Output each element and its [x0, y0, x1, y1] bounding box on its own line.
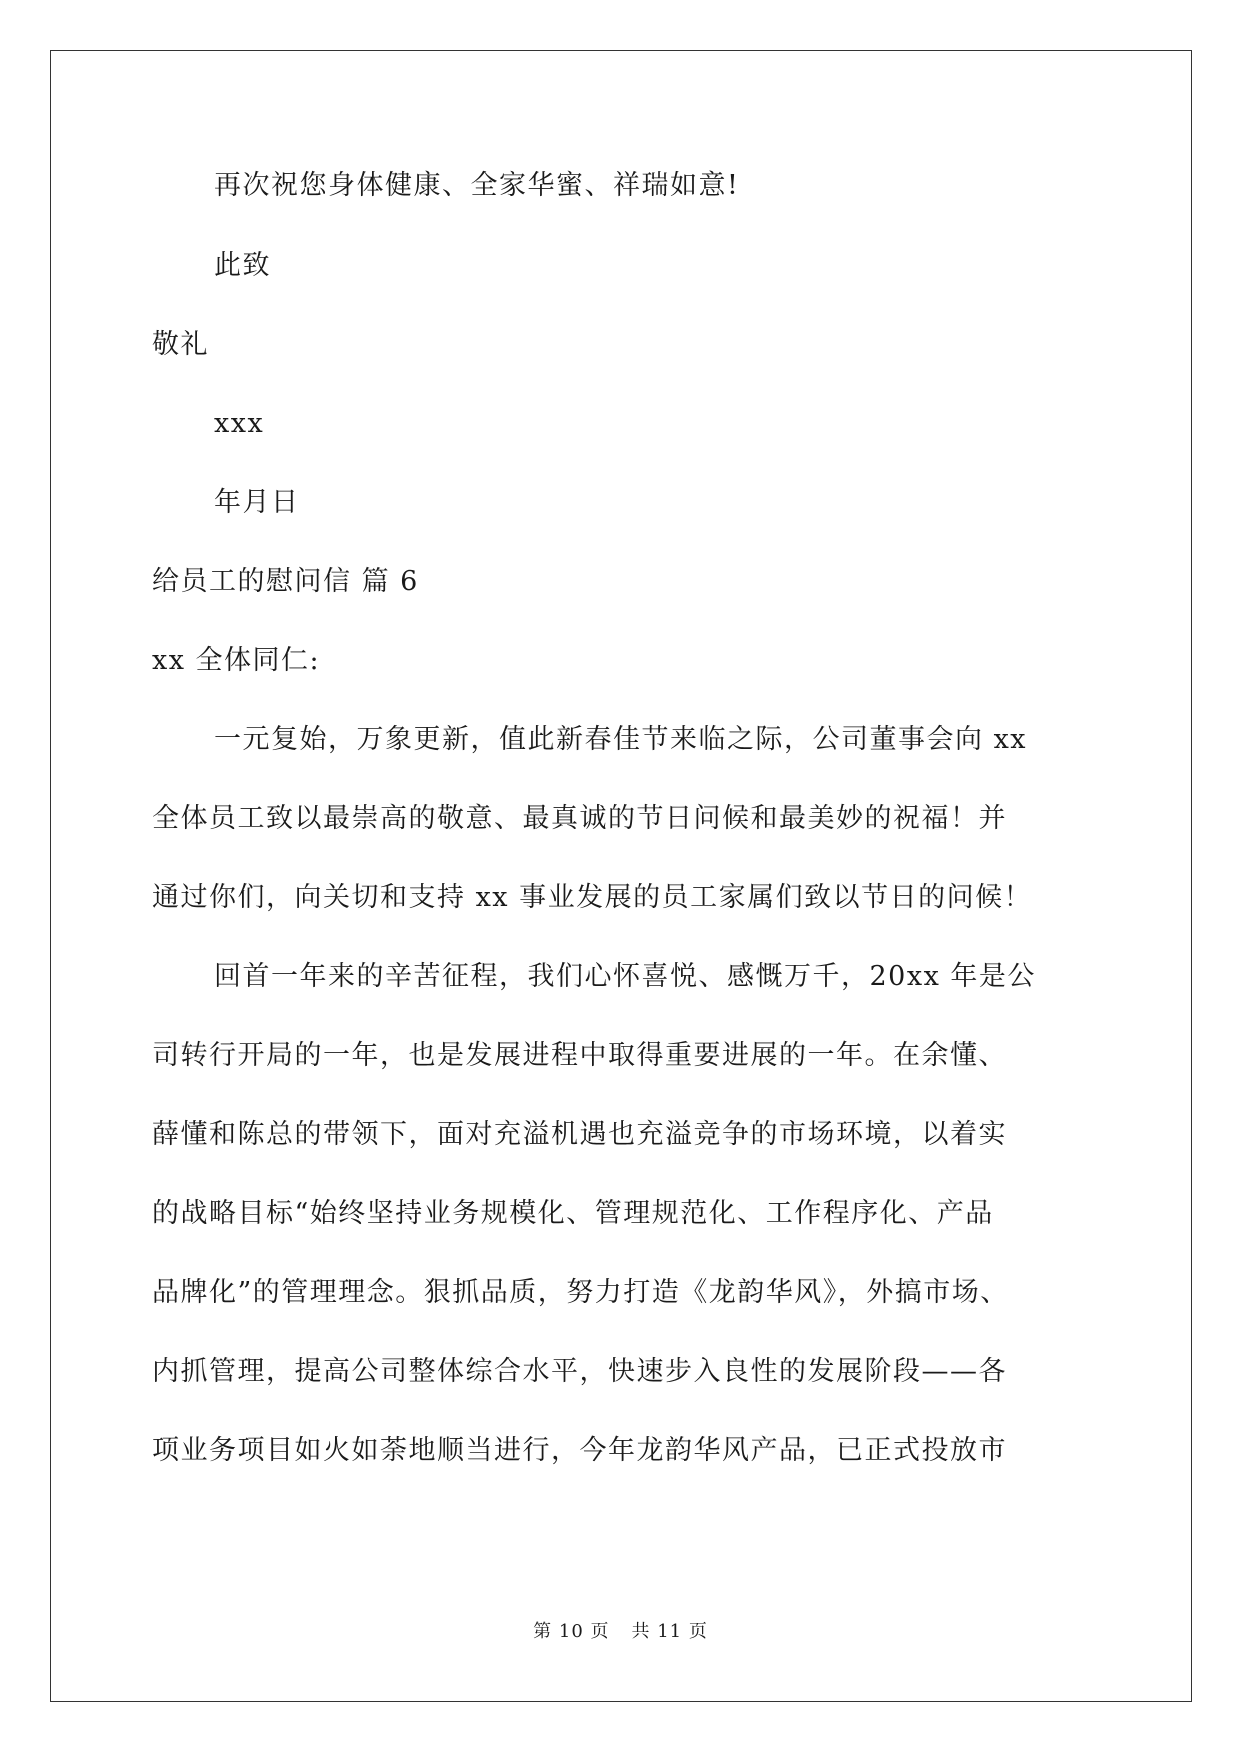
page-number: 第 10 页: [533, 1621, 610, 1642]
paragraph-line: 的战略目标“始终坚持业务规模化、管理规范化、工作程序化、产品: [152, 1198, 994, 1229]
paragraph-line: 品牌化”的管理理念。狠抓品质，努力打造《龙韵华风》，外搞市场、: [152, 1277, 1009, 1308]
section-heading: 给员工的慰问信 篇 6: [152, 566, 419, 597]
signature-name: xxx: [214, 408, 265, 439]
paragraph-line: 通过你们，向关切和支持 xx 事业发展的员工家属们致以节日的问候！: [152, 882, 1033, 913]
salutation-line: 此致: [214, 250, 271, 281]
paragraph-line: 司转行开局的一年，也是发展进程中取得重要进展的一年。在余懂、: [152, 1040, 1007, 1071]
salutation-regards: 敬礼: [152, 329, 209, 360]
page-footer: [0, 1620, 1241, 1644]
paragraph-line: 一元复始，万象更新，值此新春佳节来临之际，公司董事会向 xx: [214, 724, 1028, 755]
closing-wish-line: 再次祝您身体健康、全家华蜜、祥瑞如意!: [214, 170, 740, 201]
page-total: 共 11 页: [631, 1621, 708, 1642]
paragraph-line: 项业务项目如火如荼地顺当进行，今年龙韵华风产品，已正式投放市: [152, 1435, 1007, 1466]
paragraph-line: 全体员工致以最崇高的敬意、最真诚的节日问候和最美妙的祝福！并: [152, 803, 1007, 834]
letter-greeting: xx 全体同仁:: [152, 645, 321, 676]
paragraph-line: 回首一年来的辛苦征程，我们心怀喜悦、感慨万千，20xx 年是公: [214, 961, 1036, 992]
signature-date: 年月日: [214, 487, 300, 518]
paragraph-line: 内抓管理，提高公司整体综合水平，快速步入良性的发展阶段——各: [152, 1356, 1007, 1387]
paragraph-line: 薛懂和陈总的带领下，面对充溢机遇也充溢竞争的市场环境，以着实: [152, 1119, 1007, 1150]
